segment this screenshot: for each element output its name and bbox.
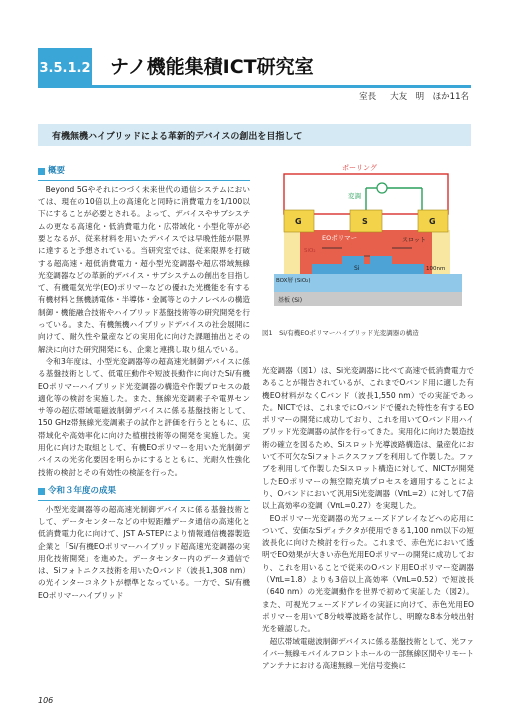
results-paragraph-right-2: EOポリマー光変調器の光フェーズドアレイなどへの応用について、安価なSiディテクタが使用できる1,100 nm以下の短波長化に向けた検討を行った。これまで、赤色光において透明でEO効果が大きい赤色光用EOポリマーの開発に成功しており、これを用いることで従来のOバンド用EOポリマー変調器（VπL=1.8）よりも3倍以上高効率（VπL=0.52）で短波長（640 nm）の光変調動作を世界で初めて実証した（図2）。また、可視光フェーズドアレイの実証に向けて、赤色光用EOポリマーを用いて8分岐導波路を試作し、明瞭な8本分岐出射光を確認した。	[262, 513, 474, 634]
substrate-label: 基板 (Si)	[278, 297, 303, 304]
electrode-g1-label: G	[295, 217, 302, 226]
results-heading-text: 令和３年度の成果	[48, 485, 117, 496]
si-label: Si	[354, 265, 360, 272]
subtitle-banner	[38, 124, 471, 146]
section-number: 3.5.1.2	[39, 60, 91, 76]
electrode-s-label: S	[362, 217, 368, 226]
left-column	[38, 165, 250, 602]
right-column	[262, 365, 474, 672]
electrode-g2-label: G	[429, 217, 436, 226]
page-number: 106	[38, 696, 54, 705]
header-divider	[92, 85, 471, 88]
page-title: ナノ機能集積ICT研究室	[110, 56, 314, 78]
author-name: 大友 明 ほか11名	[390, 92, 469, 102]
si-rail-right	[370, 256, 392, 268]
author-role: 室長	[359, 92, 377, 102]
figure-caption: 図1 Si/有機EOポリマーハイブリッド光変調器の構造	[262, 329, 419, 337]
width-label: 100nm	[426, 266, 446, 272]
results-paragraph-left: 小型光変調器等の超高速光制御デバイスに係る基盤技術として、データセンターなどの中短距離データ通信の高速化と低消費電力化に向けて、JST A-STEPにより情報通信機器製造企業と「Si/有機EOポリマーハイブリッド超高速光変調器の実用化技術開発」を進めた。データセンター内のデータ通信では、Siフォトニクス技術を用いたOバンド（波長1,308 nm）の光インターコネクトが標準となっている。一方で、Si/有機EOポリマーハイブリッド	[38, 504, 250, 600]
overview-heading-text: 概要	[48, 166, 66, 176]
heading-marker-icon	[38, 168, 45, 175]
overview-paragraph-1: Beyond 5Gやそれにつづく未来世代の通信システムにおいては、現在の10倍以上の高速化と同時に消費電力を1/100以下にすることが必要とされる。よって、デバイスやサブシステムの更なる高速化・低消費電力化・広帯域化・小型化等が必要となるが、従来材料を用いたデバイスでは早晩性能が限界に達すると予想されている。当研究室では、従来限界を打破する超高速・超低消費電力・超小型光変調器や超広帯域無線光変調器などの革新的デバイス・サブシステムの創出を目指して、有機電気光学(EO)ポリマーなどの優れた光機能を有する有機材料と無機誘電体・半導体・金属等とのナノレベルの構造制御・機能融合技術やハイブリッド基盤技術等の研究開発を行っている。また、有機無機ハイブリッドデバイスの社会展開に向けて、耐久性や量産などの実用化に向けた課題抽出とその解決に向けた研究開発にも、企業と連携し取り組んでいる。	[38, 184, 250, 354]
poling-label: ポーリング	[342, 164, 377, 172]
section-number-badge	[38, 48, 92, 88]
eo-polymer-label: EOポリマー	[322, 234, 358, 242]
subtitle-text: 有機無機ハイブリッドによる革新的デバイスの創出を目指して	[52, 131, 303, 142]
device-structure-figure	[262, 160, 470, 325]
modulation-label: 変調	[348, 192, 361, 200]
ac-source-icon	[377, 183, 387, 193]
overview-heading	[38, 165, 250, 181]
results-heading	[38, 485, 250, 501]
author-line	[359, 90, 469, 102]
box-label: BOX層 (SiO₂)	[276, 278, 311, 284]
results-paragraph-right-3: 超広帯域電磁波制御デバイスに係る基盤技術として、光ファイバー無線モバイルフロントホールの一部無線区間やリモートアンテナにおける高速無線－光信号変換に	[262, 636, 475, 671]
si-rail-left	[342, 256, 364, 268]
heading-marker-icon	[38, 488, 45, 495]
overview-paragraph-2: 令和3年度は、小型光変調器等の超高速光制御デバイスに係る基盤技術として、低電圧動作や短波長動作に向けたSi/有機EOポリマーハイブリッド光変調器の構造や作製プロセスの最適化等の検討を実施した。また、無線光変調素子や電界センサ等の超広帯域電磁波制御デバイスに係る基盤技術として、150 GHz帯無線光変調素子の試作と評価を行うとともに、広帯域化や高効率化に向けた植樹技術等の開発を実施した。実用化に向けた取組として、有機EOポリマーを用いた光制御デバイスの光劣化要因を明らかにするとともに、光耐久性強化技術の検討とその有効性の検証を行った。	[38, 356, 250, 477]
substrate-layer	[274, 292, 462, 306]
results-paragraph-right-1: 光変調器（図1）は、Si光変調器に比べて高速で低消費電力であることが報告されているが、これまでOバンド用に適した有機EO材料がなくCバンド（波長1,550 nm）での実証であった。NICTでは、これまでにOバンドで優れた特性を有するEOポリマーの開発に成功しており、これを用いてOバンド用ハイブリッド光変調器の試作を行ってきた。実用化に向けた製造技術の確立を図るため、Siスロット光導波路構造は、量産化において不可欠なSiフォトニクスファブを利用して作製した。ファブを利用して作製したSiスロット構造に対して、NICTが開発したEOポリマーの無空隙充填プロセスを適用することにより、Oバンドにおいて汎用Si光変調器（VπL=2）に対して7倍以上高効率の変調（VπL=0.27）を実現した。	[262, 366, 475, 511]
slot-label: スロット	[402, 237, 426, 244]
si-layer	[312, 264, 424, 274]
